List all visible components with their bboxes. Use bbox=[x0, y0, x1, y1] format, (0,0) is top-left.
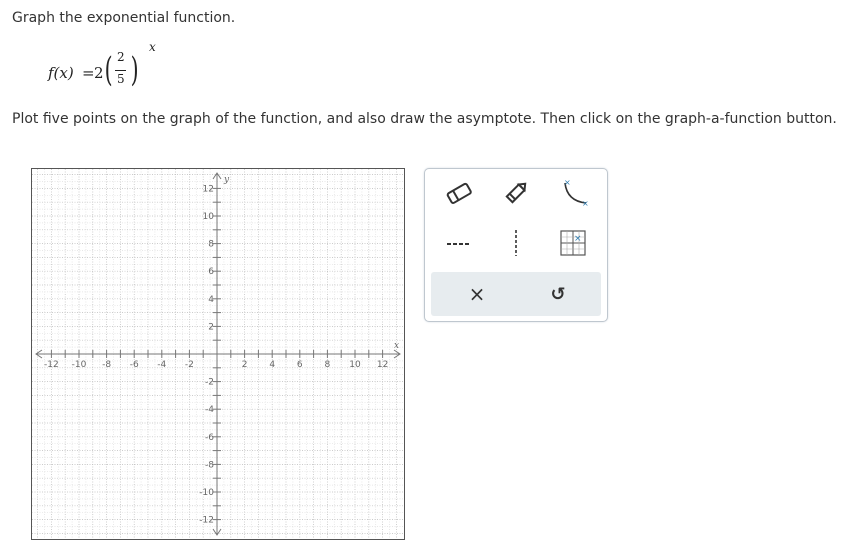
y-tick-label: 12 bbox=[202, 184, 214, 195]
dashed-horizontal-line-icon bbox=[444, 233, 474, 253]
right-paren: ) bbox=[130, 50, 139, 90]
close-icon: × bbox=[468, 282, 486, 306]
eraser-icon bbox=[444, 180, 474, 206]
formula-coefficient: 2 bbox=[94, 64, 104, 82]
y-tick-label: 8 bbox=[208, 239, 214, 250]
graph-canvas[interactable] bbox=[31, 168, 405, 540]
y-tick-label: -6 bbox=[205, 432, 214, 443]
x-tick-label: 10 bbox=[349, 360, 361, 370]
formula-exponent: x bbox=[149, 40, 156, 54]
left-paren: ( bbox=[104, 50, 113, 90]
svg-text:×: × bbox=[574, 234, 582, 244]
x-tick-label: 2 bbox=[241, 360, 248, 370]
svg-text:×: × bbox=[564, 178, 571, 187]
graph-a-function-button[interactable] bbox=[551, 175, 595, 211]
clear-button[interactable] bbox=[455, 276, 499, 312]
x-axis-label: x bbox=[394, 341, 400, 351]
x-tick-label: -6 bbox=[129, 360, 139, 370]
x-tick-label: -4 bbox=[157, 360, 167, 370]
x-tick-label: 4 bbox=[269, 360, 276, 370]
grid-tool-icon bbox=[559, 229, 587, 257]
eraser-tool-button[interactable] bbox=[437, 175, 481, 211]
y-tick-label: -8 bbox=[205, 460, 214, 471]
base-denominator: 5 bbox=[117, 72, 125, 86]
svg-text:×: × bbox=[582, 199, 589, 208]
y-tick-label: -4 bbox=[205, 405, 214, 416]
x-tick-label: -12 bbox=[44, 360, 59, 370]
base-numerator: 2 bbox=[117, 50, 125, 64]
y-tick-label: 10 bbox=[202, 212, 214, 222]
pencil-tool-button[interactable] bbox=[494, 175, 538, 211]
horizontal-asymptote-button[interactable] bbox=[437, 225, 481, 261]
x-tick-label: -8 bbox=[102, 360, 112, 370]
tool-panel bbox=[424, 168, 608, 322]
y-tick-label: 4 bbox=[208, 294, 214, 305]
formula-equals: = bbox=[82, 64, 95, 82]
grid-settings-button[interactable] bbox=[551, 225, 595, 261]
dashed-vertical-line-icon bbox=[506, 228, 526, 258]
function-formula bbox=[48, 42, 188, 100]
action-bar bbox=[431, 272, 601, 316]
x-tick-label: -2 bbox=[184, 360, 194, 370]
undo-icon: ↺ bbox=[550, 283, 566, 305]
y-tick-label: 6 bbox=[208, 267, 214, 278]
y-tick-label: -2 bbox=[205, 377, 214, 388]
x-tick-label: 12 bbox=[376, 360, 389, 370]
instruction-task: Plot five points on the graph of the function, and also draw the asymptote. Then click on the graph-a-function button. bbox=[12, 111, 837, 127]
instruction-heading: Graph the exponential function. bbox=[12, 10, 236, 26]
coordinate-grid[interactable] bbox=[32, 169, 404, 539]
pencil-icon bbox=[501, 180, 531, 206]
fraction-bar bbox=[115, 70, 126, 71]
exponential-curve-icon bbox=[556, 177, 590, 209]
y-tick-label: -10 bbox=[199, 488, 214, 498]
x-tick-label: 6 bbox=[296, 360, 303, 370]
x-tick-label: -10 bbox=[71, 360, 87, 370]
y-tick-label: 2 bbox=[208, 322, 214, 333]
x-tick-label: 8 bbox=[324, 360, 331, 370]
undo-button[interactable] bbox=[536, 276, 580, 312]
y-tick-label: -12 bbox=[199, 515, 214, 526]
vertical-asymptote-button[interactable] bbox=[494, 225, 538, 261]
y-axis-label: y bbox=[224, 175, 230, 185]
formula-lhs: f(x) bbox=[48, 64, 74, 82]
